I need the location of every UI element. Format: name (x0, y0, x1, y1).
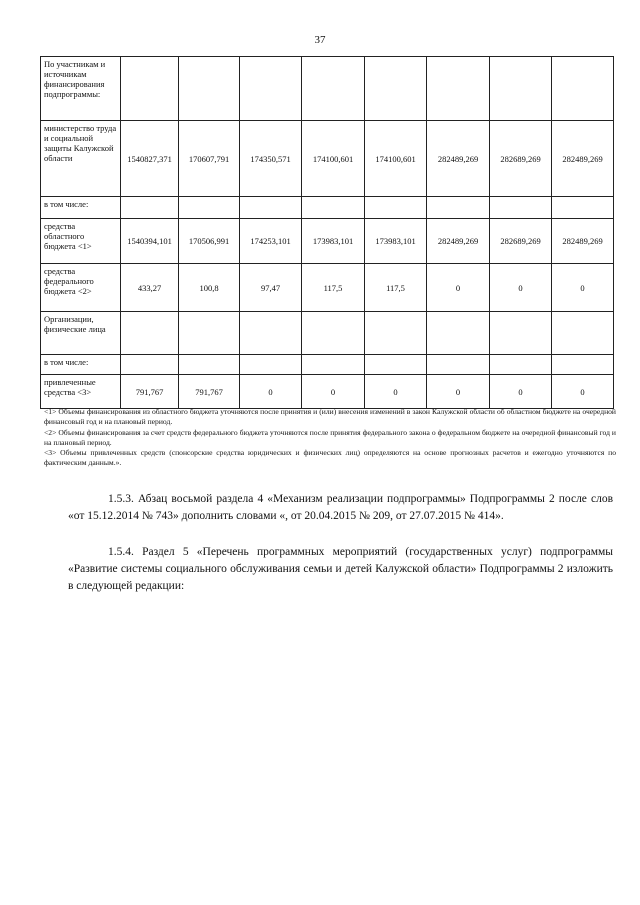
table-cell: 282689,269 (490, 219, 552, 264)
paragraph-text: Абзац восьмой раздела 4 «Механизм реализации подпрограммы» Подпрограммы 2 после слов «от 15.12.2014 № 743» дополнить словами «, от 20.04.2015 № 209, от 27.07.2015 № 414». (68, 493, 613, 522)
table-cell (427, 355, 490, 375)
table-cell (302, 57, 365, 121)
row-label: средства федерального бюджета <2> (41, 264, 121, 312)
table-row (41, 197, 614, 219)
table-cell: 791,767 (179, 375, 240, 409)
table-row (41, 312, 614, 355)
table-cell (179, 197, 240, 219)
table-cell (490, 197, 552, 219)
row-label: в том числе: (41, 197, 121, 219)
table-cell: 174350,571 (240, 121, 302, 197)
table-cell: 0 (552, 375, 614, 409)
table-cell (302, 312, 365, 355)
table-cell: 174100,601 (365, 121, 427, 197)
table-cell: 0 (427, 375, 490, 409)
table-cell: 0 (427, 264, 490, 312)
table-cell (490, 312, 552, 355)
table-cell: 170607,791 (179, 121, 240, 197)
table-cell: 0 (490, 375, 552, 409)
table-cell: 282489,269 (552, 121, 614, 197)
table-cell: 170506,991 (179, 219, 240, 264)
table-row (41, 219, 614, 264)
row-label: привлеченные средства <3> (41, 375, 121, 409)
table-cell (490, 57, 552, 121)
footnotes (44, 407, 616, 469)
table-cell (179, 312, 240, 355)
table-cell: 282689,269 (490, 121, 552, 197)
table-cell: 282489,269 (427, 121, 490, 197)
table-cell (427, 57, 490, 121)
table-cell (179, 57, 240, 121)
table-cell (302, 355, 365, 375)
table-cell: 174100,601 (302, 121, 365, 197)
page-number: 37 (314, 34, 326, 46)
table-cell (240, 355, 302, 375)
table-cell: 0 (365, 375, 427, 409)
footnote: <3> Объемы привлеченных средств (спонсорские средства юридических и физических лиц) определяются на основе прогнозных расчетов и ежегодно уточняются по фактическим данным.». (44, 448, 616, 468)
table-cell (179, 355, 240, 375)
table-cell (427, 197, 490, 219)
table-cell (552, 57, 614, 121)
table-cell: 117,5 (302, 264, 365, 312)
paragraph-text: Раздел 5 «Перечень программных мероприятий (государственных услуг) подпрограммы «Развитие системы социального обслуживания семьи и детей Калужской области» Подпрограммы 2 изложить в следующей редакции: (68, 546, 614, 592)
paragraph-number: 1.5.3. (108, 493, 134, 505)
table-row (41, 375, 614, 409)
financing-table (40, 56, 614, 409)
table-cell: 791,767 (121, 375, 179, 409)
table-cell (427, 312, 490, 355)
paragraph-number: 1.5.4. (108, 546, 134, 558)
table-cell: 0 (302, 375, 365, 409)
table-cell: 173983,101 (302, 219, 365, 264)
table-cell (240, 57, 302, 121)
table-cell (365, 197, 427, 219)
row-label: Организации, физические лица (41, 312, 121, 355)
table-row (41, 264, 614, 312)
table-cell (552, 312, 614, 355)
footnote: <1> Объемы финансирования из областного бюджета уточняются после принятия и (или) внесения изменений в закон Калужской области об областном бюджете на очередной финансовый год и на плановый период. (44, 407, 616, 427)
row-label: министерство труда и социальной защиты Калужской области (41, 121, 121, 197)
row-label: По участникам и источникам финансирования подпрограммы: (41, 57, 121, 121)
table-cell (365, 312, 427, 355)
table-cell (365, 57, 427, 121)
table-cell: 282489,269 (552, 219, 614, 264)
table-row (41, 57, 614, 121)
table-cell: 1540827,371 (121, 121, 179, 197)
table-cell (240, 312, 302, 355)
table-cell (552, 355, 614, 375)
table-cell: 117,5 (365, 264, 427, 312)
paragraph-1-5-4 (68, 544, 613, 595)
row-label: в том числе: (41, 355, 121, 375)
table-cell (121, 197, 179, 219)
table-cell (302, 197, 365, 219)
table-cell: 0 (552, 264, 614, 312)
table-cell (552, 197, 614, 219)
table-cell: 0 (490, 264, 552, 312)
table-cell (121, 312, 179, 355)
table-cell (121, 57, 179, 121)
table-cell (240, 197, 302, 219)
row-label: средства областного бюджета <1> (41, 219, 121, 264)
paragraph-1-5-3 (68, 491, 613, 525)
table-cell: 174253,101 (240, 219, 302, 264)
table-cell: 97,47 (240, 264, 302, 312)
table-cell: 1540394,101 (121, 219, 179, 264)
table-cell: 433,27 (121, 264, 179, 312)
table-cell: 173983,101 (365, 219, 427, 264)
table-row (41, 355, 614, 375)
table-row (41, 121, 614, 197)
footnote: <2> Объемы финансирования за счет средств федерального бюджета уточняются после принятия федерального закона о федеральном бюджете на очередной финансовый год и на плановый период. (44, 427, 616, 447)
table-cell (365, 355, 427, 375)
table-cell: 100,8 (179, 264, 240, 312)
table-cell (490, 355, 552, 375)
table-cell: 282489,269 (427, 219, 490, 264)
table-cell: 0 (240, 375, 302, 409)
table-cell (121, 355, 179, 375)
